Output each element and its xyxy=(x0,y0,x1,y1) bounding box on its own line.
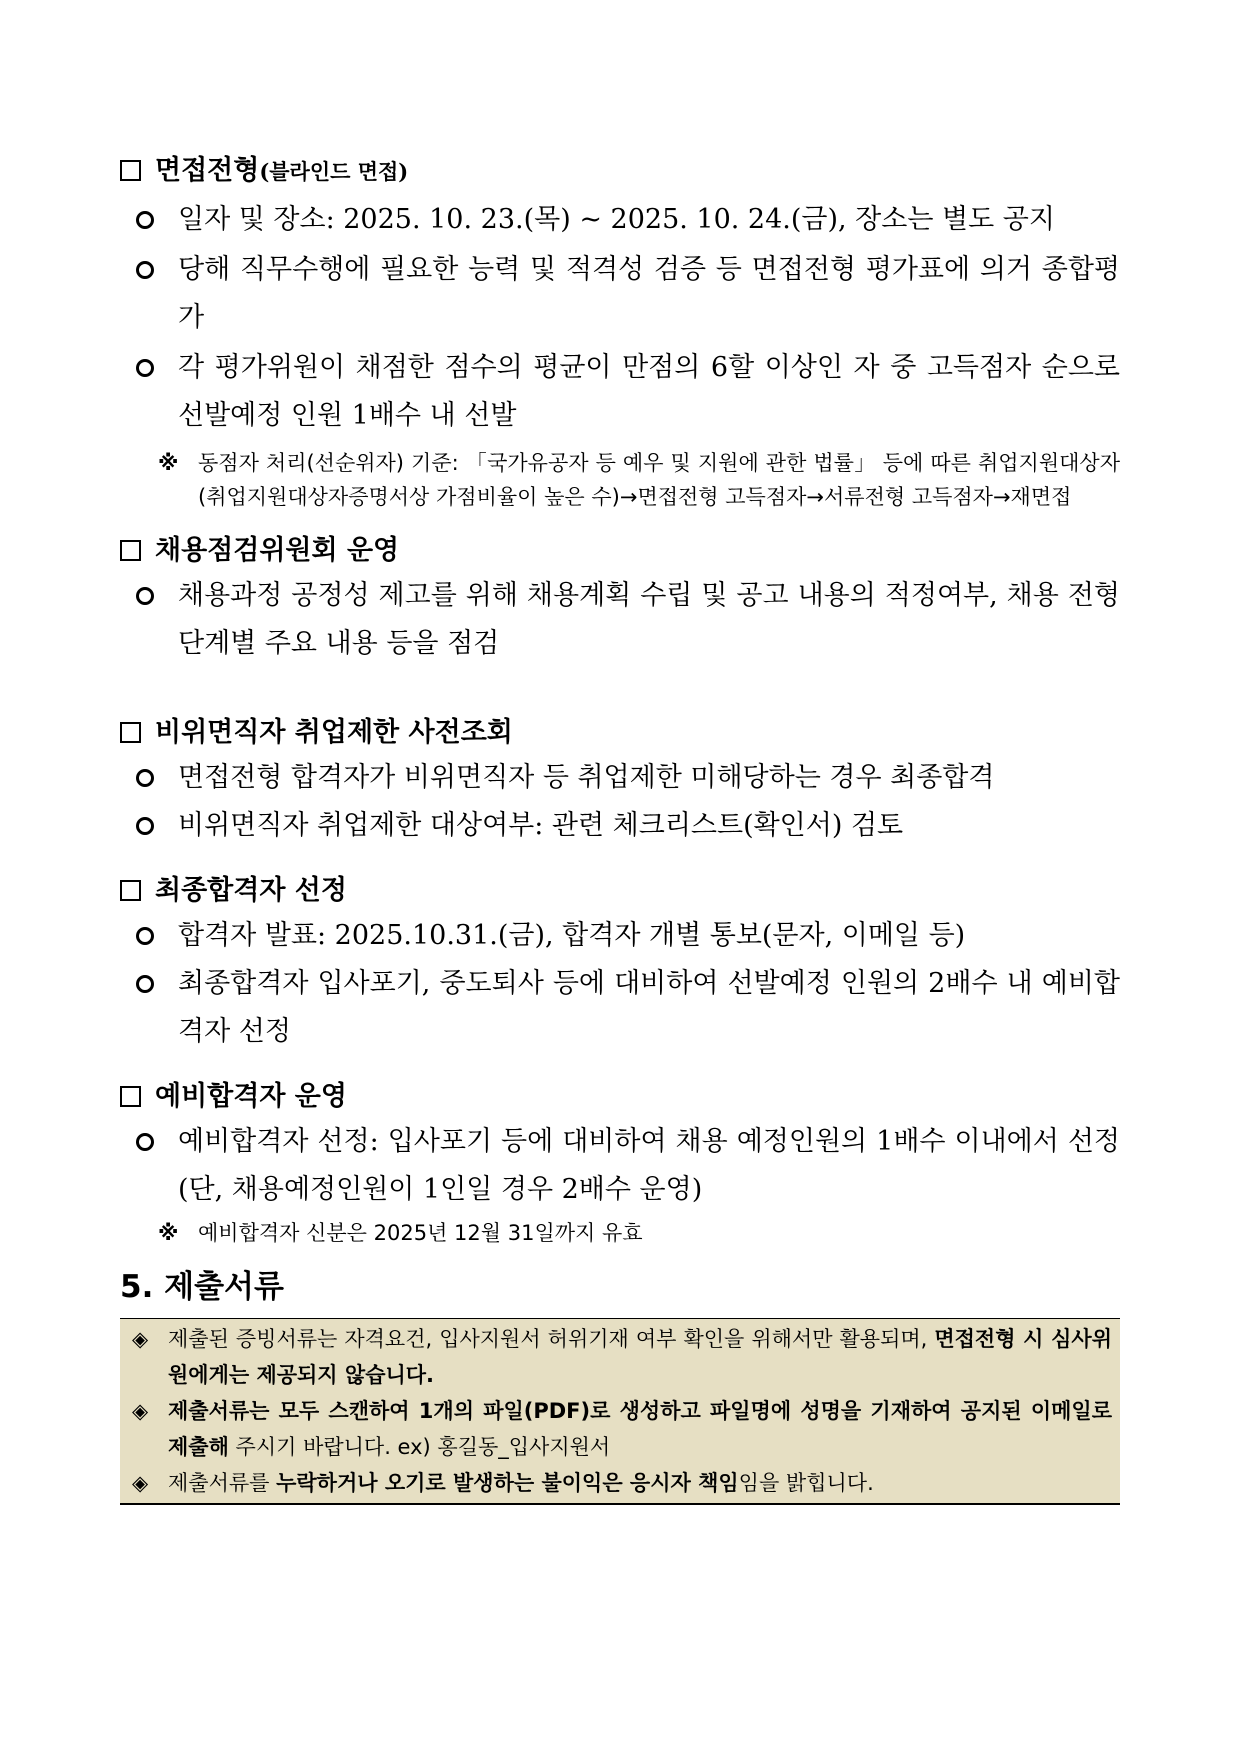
checkbox-square-icon xyxy=(120,722,141,743)
diamond-bullet-icon: ◈ xyxy=(132,1471,149,1495)
circle-bullet-icon xyxy=(136,754,154,802)
note-mark-icon: ※ xyxy=(158,451,179,475)
list-item: ◈ 제출서류를 누락하거나 오기로 발생하는 불이익은 응시자 책임임을 밝힙니다. xyxy=(120,1465,1112,1501)
list-item: 각 평가위원이 채점한 점수의 평균이 만점의 6할 이상인 자 중 고득점자 순으로 선발예정 인원 1배수 내 선발 xyxy=(120,344,1120,440)
list-item: 면접전형 합격자가 비위면직자 등 취업제한 미해당하는 경우 최종합격 xyxy=(120,754,1120,802)
circle-bullet-icon xyxy=(136,344,154,392)
circle-bullet-icon xyxy=(136,1118,154,1166)
circle-bullet-icon xyxy=(136,572,154,620)
section-heading-reserve: 예비합격자 운영 xyxy=(120,1076,1120,1118)
documents-notice-box xyxy=(120,1318,1120,1505)
list-item: 예비합격자 선정: 입사포기 등에 대비하여 채용 예정인원의 1배수 이내에서 선정(단, 채용예정인원이 1인일 경우 2배수 운영) xyxy=(120,1118,1120,1214)
diamond-bullet-icon: ◈ xyxy=(132,1399,149,1423)
checkbox-square-icon xyxy=(120,540,141,561)
list-item: ◈ 제출서류는 모두 스캔하여 1개의 파일(PDF)로 생성하고 파일명에 성명을 기재하여 공지된 이메일로 제출해 주시기 바랍니다. ex) 홍길동_입사지원서 xyxy=(120,1393,1112,1465)
section-title: 면접전형 xyxy=(155,155,260,186)
checkbox-square-icon xyxy=(120,880,141,901)
checkbox-square-icon xyxy=(120,1086,141,1107)
list-item: 비위면직자 취업제한 대상여부: 관련 체크리스트(확인서) 검토 xyxy=(120,802,1120,850)
circle-bullet-icon xyxy=(136,196,154,244)
document-page xyxy=(120,150,1120,1505)
checkbox-square-icon xyxy=(120,160,141,181)
diamond-bullet-icon: ◈ xyxy=(132,1327,149,1351)
list-item: 채용과정 공정성 제고를 위해 채용계획 수립 및 공고 내용의 적정여부, 채용 전형 단계별 주요 내용 등을 점검 xyxy=(120,572,1120,668)
section-heading-final: 최종합격자 선정 xyxy=(120,870,1120,912)
circle-bullet-icon xyxy=(136,246,154,294)
section-subtitle: (블라인드 면접) xyxy=(259,159,409,184)
circle-bullet-icon xyxy=(136,960,154,1008)
list-item: 합격자 발표: 2025.10.31.(금), 합격자 개별 통보(문자, 이메일 등) xyxy=(120,912,1120,960)
list-item: 일자 및 장소: 2025. 10. 23.(목) ~ 2025. 10. 24.(금), 장소는 별도 공지 xyxy=(120,196,1120,244)
section-heading-committee: 채용점검위원회 운영 xyxy=(120,530,1120,572)
circle-bullet-icon xyxy=(136,912,154,960)
section-heading-misconduct: 비위면직자 취업제한 사전조회 xyxy=(120,712,1120,754)
note: ※ 예비합격자 신분은 2025년 12월 31일까지 유효 xyxy=(120,1216,1120,1250)
section-heading-interview xyxy=(120,150,1120,192)
documents-heading: 5. 제출서류 xyxy=(120,1269,284,1305)
list-item: 최종합격자 입사포기, 중도퇴사 등에 대비하여 선발예정 인원의 2배수 내 예비합격자 선정 xyxy=(120,960,1120,1056)
note: ※ 동점자 처리(선순위자) 기준: 「국가유공자 등 예우 및 지원에 관한 법률」 등에 따른 취업지원대상자(취업지원대상자증명서상 가점비율이 높은 수)→면접전형 고득점자→서류전형 고득점자→재면접 xyxy=(120,446,1120,514)
list-item: ◈ 제출된 증빙서류는 자격요건, 입사지원서 허위기재 여부 확인을 위해서만 활용되며, 면접전형 시 심사위원에게는 제공되지 않습니다. xyxy=(120,1321,1112,1393)
list-item: 당해 직무수행에 필요한 능력 및 적격성 검증 등 면접전형 평가표에 의거 종합평가 xyxy=(120,246,1120,342)
circle-bullet-icon xyxy=(136,802,154,850)
note-mark-icon: ※ xyxy=(158,1221,179,1245)
